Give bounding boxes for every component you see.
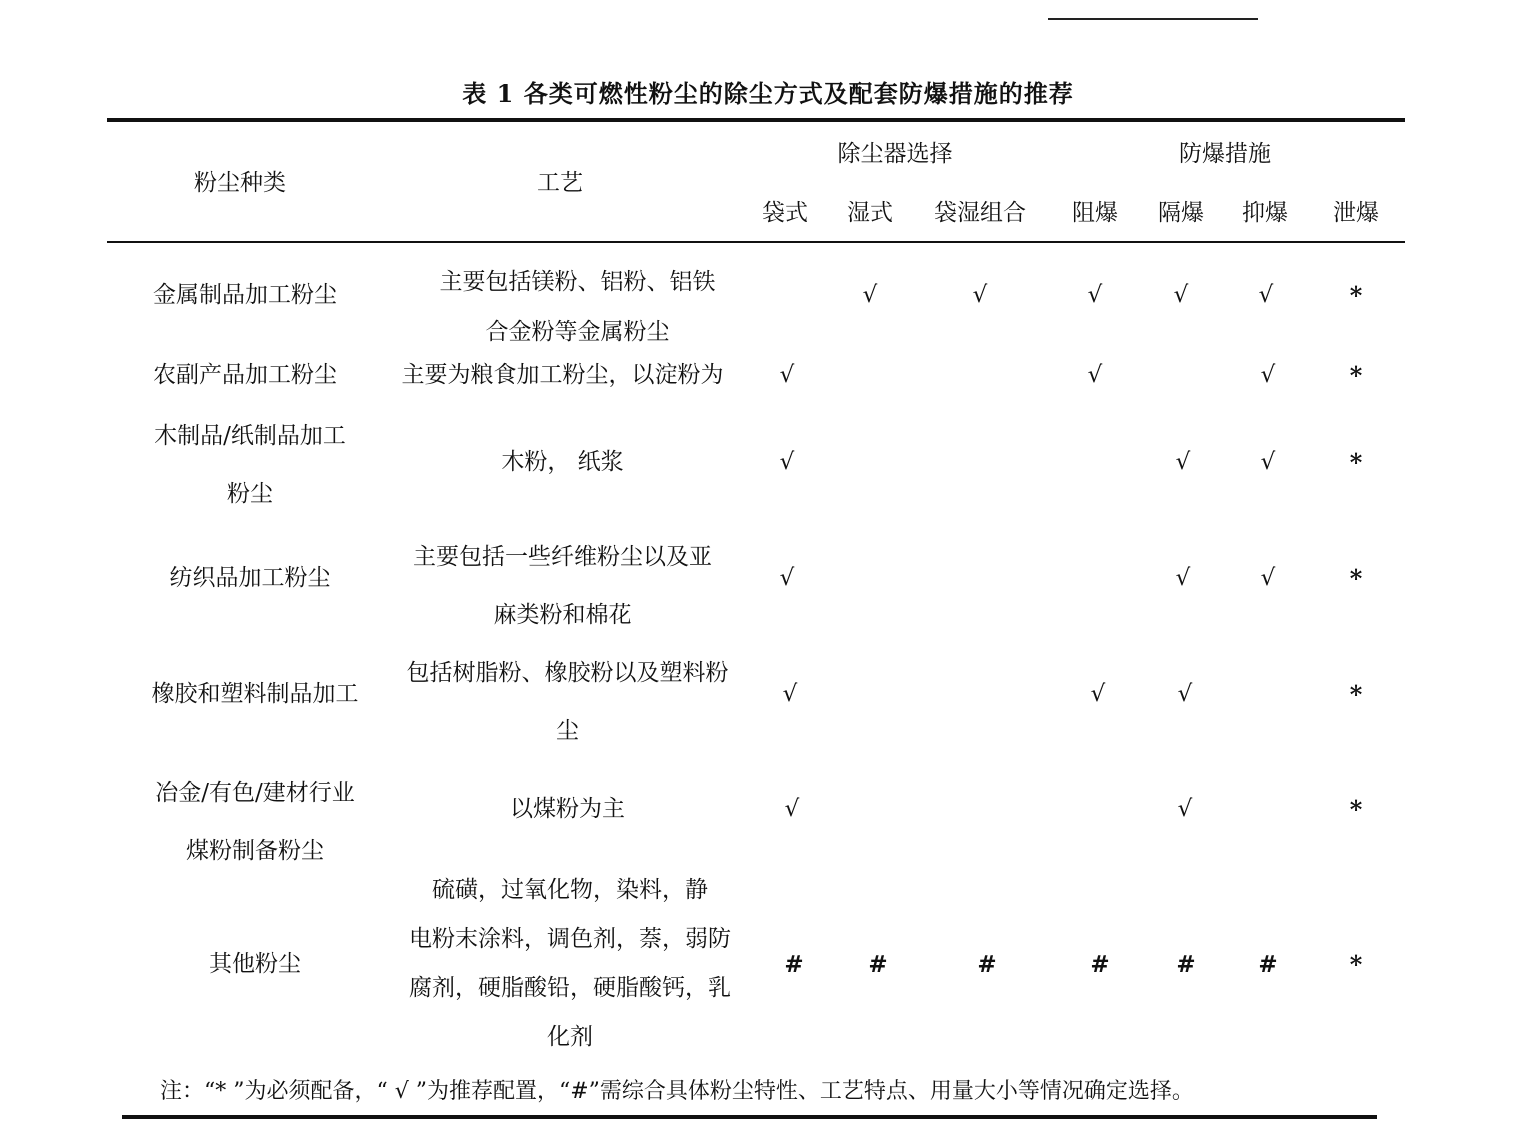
row-2-mark-vent: * (1349, 361, 1363, 390)
row-2-mark-bag: √ (779, 362, 795, 388)
row-7-mark-block: # (1090, 951, 1110, 978)
row-4-process (380, 528, 745, 644)
row-5-process (385, 644, 750, 760)
header-process: 工艺 (537, 170, 583, 196)
row-1-mark-block: √ (1087, 282, 1103, 308)
process-line: 尘 (556, 718, 579, 744)
dust-type-line: 煤粉制备粉尘 (186, 838, 324, 864)
dust-type-line: 粉尘 (227, 481, 273, 507)
top-decorative-rule (1048, 18, 1258, 20)
process-line: 合金粉等金属粉尘 (485, 319, 670, 345)
row-1-mark-wet: √ (862, 282, 878, 308)
row-4-mark-bag: √ (779, 565, 795, 591)
row-2-mark-suppress: √ (1260, 362, 1276, 388)
col-bag: 袋式 (762, 200, 808, 226)
table-bottom-rule (122, 1115, 1377, 1119)
row-2-process: 主要为粮食加工粉尘，以淀粉为 (401, 362, 724, 388)
row-6-dust-type (125, 764, 385, 880)
process-line: 化剂 (547, 1024, 593, 1050)
col-wet: 湿式 (847, 200, 893, 226)
dust-type-line: 木制品/纸制品加工 (154, 423, 346, 449)
row-3-dust-type (120, 407, 380, 523)
process-line: 主要包括一些纤维粉尘以及亚 (413, 544, 712, 570)
row-7-mark-wet: # (868, 951, 888, 978)
table-footnote: 注：“* ”为必须配备，“ √ ”为推荐配置，“#”需综合具体粉尘特性、工艺特点、用量大小等情况确定选择。 (160, 1079, 1194, 1104)
row-7-mark-isolate: # (1176, 951, 1196, 978)
row-2-dust-type: 农副产品加工粉尘 (153, 362, 337, 388)
row-3-mark-bag: √ (779, 449, 795, 475)
col-bag-wet-combo: 袋湿组合 (934, 200, 1026, 226)
process-line: 电粉末涂料，调色剂，萘，弱防 (409, 926, 731, 952)
header-protection-group: 防爆措施 (1179, 141, 1271, 167)
row-1-mark-combo: √ (972, 282, 988, 308)
row-3-mark-suppress: √ (1260, 449, 1276, 475)
row-5-mark-bag: √ (782, 681, 798, 707)
row-1-mark-isolate: √ (1173, 282, 1189, 308)
row-7-dust-type: 其他粉尘 (209, 951, 301, 977)
dust-type-line: 冶金/有色/建材行业 (155, 780, 355, 806)
col-explosion-isolation: 隔爆 (1158, 200, 1204, 226)
row-6-mark-isolate: √ (1177, 796, 1193, 822)
row-1-process (395, 257, 760, 357)
process-line: 麻类粉和棉花 (493, 602, 632, 628)
row-6-mark-vent: * (1349, 795, 1363, 824)
row-5-dust-type: 橡胶和塑料制品加工 (151, 681, 359, 707)
row-4-mark-isolate: √ (1175, 565, 1191, 591)
col-explosion-suppression: 抑爆 (1242, 200, 1288, 226)
row-4-mark-vent: * (1349, 564, 1363, 593)
table-top-rule (107, 118, 1405, 122)
row-2-mark-block: √ (1087, 362, 1103, 388)
process-line: 包括树脂粉、橡胶粉以及塑料粉 (406, 660, 729, 686)
row-7-mark-vent: * (1349, 950, 1363, 979)
row-6-process: 以煤粉为主 (510, 796, 625, 822)
row-7-mark-suppress: # (1258, 951, 1278, 978)
row-1-mark-vent: * (1349, 281, 1363, 310)
row-4-dust-type: 纺织品加工粉尘 (169, 565, 331, 591)
row-3-mark-vent: * (1349, 448, 1363, 477)
row-1-mark-suppress: √ (1258, 282, 1274, 308)
row-7-mark-combo: # (977, 951, 997, 978)
process-line: 主要包括镁粉、铝粉、铝铁 (439, 269, 716, 295)
row-1-dust-type: 金属制品加工粉尘 (153, 282, 337, 308)
row-5-mark-isolate: √ (1177, 681, 1193, 707)
row-3-process: 木粉， 纸浆 (501, 449, 624, 475)
process-line: 腐剂，硬脂酸铅，硬脂酸钙，乳 (409, 975, 731, 1001)
col-explosion-isolation-block: 阻爆 (1072, 200, 1118, 226)
table-caption: 表 1 各类可燃性粉尘的除尘方式及配套防爆措施的推荐 (462, 79, 1074, 108)
row-4-mark-suppress: √ (1260, 565, 1276, 591)
row-7-mark-bag: # (784, 951, 804, 978)
row-5-mark-vent: * (1349, 680, 1363, 709)
row-7-process (385, 866, 755, 1062)
header-collector-group: 除尘器选择 (837, 141, 953, 167)
process-line: 硫磺，过氧化物，染料，静 (432, 877, 708, 903)
col-explosion-venting: 泄爆 (1333, 200, 1379, 226)
row-6-mark-bag: √ (784, 796, 800, 822)
row-5-mark-block: √ (1090, 681, 1106, 707)
row-3-mark-isolate: √ (1175, 449, 1191, 475)
header-dust-type: 粉尘种类 (194, 170, 286, 196)
table-header-rule (107, 241, 1405, 243)
